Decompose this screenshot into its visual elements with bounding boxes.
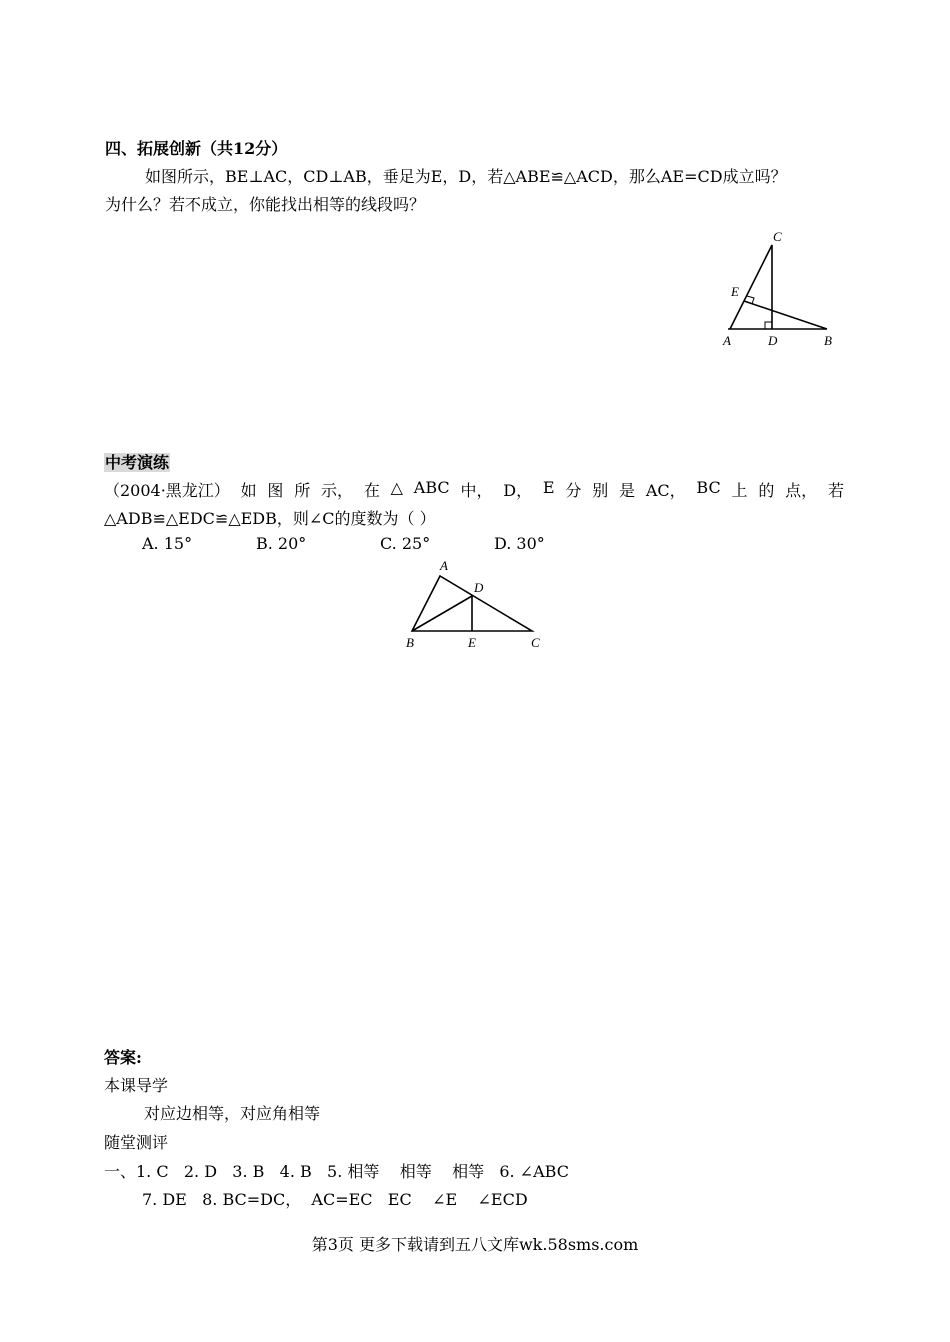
answers-line-1: 一、1. C 2. D 3. B 4. B 5. 相等 相等 相等 6. ∠ABC — [104, 1162, 569, 1181]
token: 示， — [321, 481, 354, 500]
answers-sub-1: 本课导学 — [104, 1076, 169, 1095]
token: 是 — [619, 481, 636, 500]
answers-heading: 答案: — [104, 1048, 142, 1067]
token: ABC — [413, 478, 450, 497]
label-e: E — [468, 635, 476, 650]
label-b: B — [824, 333, 832, 348]
option-a: A. 15° — [142, 534, 193, 553]
label-c: C — [773, 229, 782, 244]
token: BC — [696, 478, 721, 497]
label-b: B — [406, 635, 414, 650]
token: D， — [503, 481, 533, 500]
token: 上 — [731, 481, 748, 500]
label-d: D — [474, 580, 484, 595]
option-c: C. 25° — [380, 534, 431, 553]
label-a: A — [440, 558, 448, 573]
exam-heading: 中考演练 — [105, 453, 170, 472]
question-line-2: 为什么？若不成立，你能找出相等的线段吗？ — [105, 195, 426, 214]
exam-question-line-1 — [104, 478, 844, 501]
token: 如 — [240, 481, 257, 500]
answers-line-2: 7. DE 8. BC=DC， AC=EC EC ∠E ∠ECD — [142, 1190, 528, 1209]
token: AC， — [645, 481, 686, 500]
line-eb — [744, 301, 827, 329]
triangle-figure-2 — [400, 555, 555, 655]
question-line-1: 如图所示，BE⊥AC，CD⊥AB，垂足为E，D，若△ABE≌△ACD，那么AE=CD成立吗？ — [145, 167, 787, 186]
token: △ — [390, 478, 403, 497]
token: E — [542, 478, 555, 497]
exam-question-line-2: △ADB≌△EDC≌△EDB，则∠C的度数为（ ） — [104, 509, 436, 528]
token: 别 — [592, 481, 609, 500]
token: 的 — [758, 481, 775, 500]
page-footer: 第3页 更多下载请到五八文库wk.58sms.com — [311, 1235, 639, 1254]
option-b: B. 20° — [256, 534, 307, 553]
token: 若 — [827, 481, 844, 500]
token: （2004·黑龙江） — [104, 481, 230, 500]
token: 图 — [267, 481, 284, 500]
token: 分 — [565, 481, 582, 500]
token: 点， — [785, 481, 818, 500]
option-d: D. 30° — [494, 534, 545, 553]
label-e: E — [731, 284, 739, 299]
token: 中， — [460, 481, 493, 500]
label-a: A — [723, 333, 731, 348]
triangle-figure-1 — [720, 225, 845, 350]
section-heading: 四、拓展创新（共12分） — [105, 139, 288, 158]
right-angle-d — [765, 322, 772, 329]
answers-sub-1-text: 对应边相等，对应角相等 — [144, 1104, 321, 1123]
label-c: C — [531, 635, 540, 650]
token: 在 — [363, 481, 380, 500]
label-d: D — [768, 333, 778, 348]
token: 所 — [294, 481, 311, 500]
answers-sub-2: 随堂测评 — [104, 1133, 169, 1152]
